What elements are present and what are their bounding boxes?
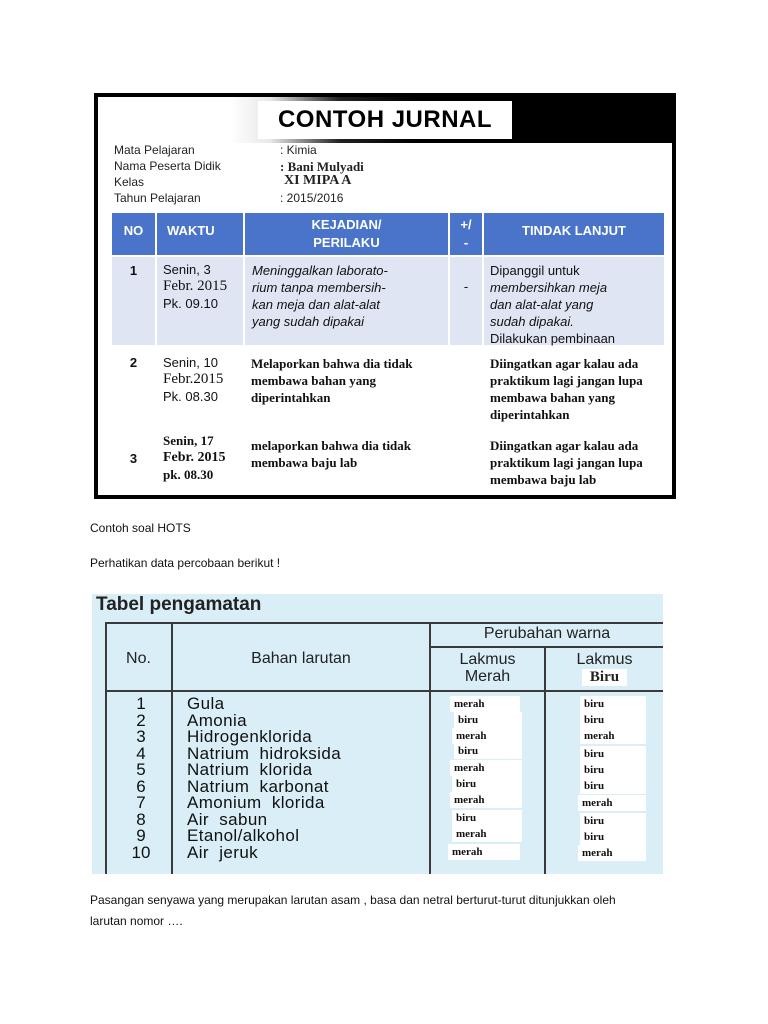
row3-kejadian bbox=[245, 431, 448, 491]
row3-kejadian-line: membawa baju lab bbox=[251, 455, 358, 470]
row3-no: 3 bbox=[129, 451, 138, 466]
row2-plus-minus bbox=[450, 351, 482, 425]
row1-kejadian-line: kan meja dan alat-alat bbox=[252, 297, 380, 312]
header-pm-line1: +/ bbox=[460, 217, 472, 232]
info-label: Nama Peserta Didik bbox=[114, 159, 221, 173]
row1-tindak-line: Dipanggil untuk bbox=[490, 263, 580, 278]
row3-waktu-line: Senin, 17 bbox=[163, 433, 214, 448]
biru-result: merah bbox=[578, 795, 646, 811]
info-value: : Bani Mulyadi bbox=[280, 159, 364, 174]
no-cell: 10 bbox=[131, 842, 151, 862]
header-kejadian-line1: KEJADIAN/ bbox=[311, 217, 382, 232]
row3-tindak-line: praktikum lagi jangan lupa bbox=[490, 455, 643, 470]
no-cell: 4 bbox=[136, 743, 146, 763]
row1-kejadian-line: rium tanpa membersih- bbox=[252, 280, 386, 295]
info-value: XI MIPA A bbox=[284, 173, 352, 188]
tabel-title: Tabel pengamatan bbox=[96, 594, 262, 615]
bahan-cell: Natrium karbonat bbox=[187, 776, 329, 796]
row3-tindak bbox=[484, 431, 668, 491]
row1-tindak-line: sudah dipakai. bbox=[490, 314, 574, 329]
row3-waktu bbox=[157, 431, 243, 491]
bahan-cell: Etanol/alkohol bbox=[187, 826, 300, 845]
header-kejadian bbox=[245, 213, 448, 255]
merah-result: biru bbox=[452, 776, 522, 792]
header-lakmus-biru-line1: Lakmus bbox=[576, 651, 633, 668]
row2-waktu-line: Pk. 08.30 bbox=[163, 389, 218, 404]
row1-tindak bbox=[484, 257, 664, 345]
no-cell: 9 bbox=[136, 826, 146, 845]
bahan-column bbox=[187, 696, 341, 861]
header-lakmus-biru bbox=[546, 651, 663, 686]
bahan-cell: Natrium hidroksida bbox=[187, 743, 342, 763]
no-cell: 6 bbox=[136, 776, 146, 796]
biru-result: biru bbox=[580, 712, 646, 728]
biru-result: biru bbox=[580, 829, 646, 845]
row3-kejadian-line: melaporkan bahwa dia tidak bbox=[251, 438, 412, 453]
merah-result: merah bbox=[452, 826, 522, 842]
row1-waktu bbox=[157, 257, 243, 345]
row1-plus-minus: - bbox=[450, 257, 482, 345]
row3-plus-minus bbox=[450, 431, 482, 491]
row2-tindak-line: membawa bahan yang bbox=[490, 390, 615, 405]
row1-waktu-line: Senin, 3 bbox=[163, 262, 211, 277]
jurnal-title-bar bbox=[98, 97, 672, 143]
row2-waktu-line: Febr.2015 bbox=[163, 371, 224, 387]
biru-result: biru bbox=[580, 696, 646, 712]
row2-waktu bbox=[157, 351, 243, 425]
header-no: No. bbox=[126, 650, 151, 667]
row1-tindak-line: membersihkan meja bbox=[490, 280, 608, 295]
row3-tindak-line: membawa baju lab bbox=[490, 472, 597, 487]
bahan-cell: Amonia bbox=[187, 710, 248, 730]
merah-result: merah bbox=[450, 696, 520, 712]
jurnal-title: CONTOH JURNAL bbox=[277, 106, 493, 133]
header-lakmus-merah-line2: Merah bbox=[464, 668, 511, 685]
merah-result: merah bbox=[452, 728, 522, 744]
biru-result: biru bbox=[580, 746, 646, 762]
row1-tindak-line: Dilakukan pembinaan bbox=[490, 331, 616, 346]
info-value: : Kimia bbox=[280, 143, 317, 157]
row1-kejadian-line: yang sudah dipakai bbox=[252, 314, 365, 329]
row2-tindak-line: Diingatkan agar kalau ada bbox=[490, 356, 639, 371]
bahan-cell: Air sabun bbox=[187, 809, 268, 829]
biru-result: merah bbox=[578, 845, 646, 861]
bahan-cell: Air jeruk bbox=[187, 842, 259, 862]
row1-waktu-line: Pk. 09.10 bbox=[163, 296, 218, 311]
merah-result: biru bbox=[452, 810, 522, 826]
grid-line-header-bottom bbox=[105, 690, 663, 692]
header-perubahan: Perubahan warna bbox=[483, 625, 611, 642]
row3-waktu-line: pk. 08.30 bbox=[163, 467, 214, 482]
pertanyaan-line1: Pasangan senyawa yang merupakan larutan asam , basa dan netral berturut-turut ditunjukkan oleh bbox=[90, 893, 616, 907]
row2-tindak bbox=[484, 351, 668, 425]
pertanyaan-line2: larutan nomor …. bbox=[90, 914, 183, 928]
row2-tindak-line: diperintahkan bbox=[490, 407, 570, 422]
bahan-cell: Amonium klorida bbox=[187, 793, 325, 812]
row1-waktu-line: Febr. 2015 bbox=[163, 278, 228, 294]
no-cell: 8 bbox=[136, 809, 146, 829]
header-lakmus-biru-line2: Biru bbox=[582, 669, 627, 686]
biru-result: biru bbox=[580, 813, 646, 829]
no-column bbox=[116, 696, 166, 861]
bahan-cell: Hidrogenklorida bbox=[187, 727, 313, 746]
info-label: Mata Pelajaran bbox=[114, 143, 195, 157]
info-label: Kelas bbox=[114, 175, 145, 189]
jurnal-figure bbox=[94, 93, 676, 499]
header-plus-minus bbox=[450, 213, 482, 255]
row2-kejadian-line: membawa bahan yang bbox=[251, 373, 376, 388]
row1-kejadian-line: Meninggalkan laborato- bbox=[252, 263, 388, 278]
no-cell: 2 bbox=[136, 710, 146, 730]
header-waktu: WAKTU bbox=[157, 213, 243, 255]
info-value: : 2015/2016 bbox=[280, 191, 344, 205]
jurnal-content bbox=[98, 97, 672, 495]
header-lakmus-merah bbox=[431, 651, 544, 685]
row1-no: 1 bbox=[112, 257, 155, 345]
header-lakmus-merah-line1: Lakmus bbox=[459, 651, 516, 668]
row2-no: 2 bbox=[129, 355, 138, 370]
merah-result: merah bbox=[448, 844, 520, 860]
info-label: Tahun Pelajaran bbox=[114, 191, 201, 205]
row1-tindak-line: dan alat-alat yang bbox=[490, 297, 594, 312]
row1-kejadian bbox=[245, 257, 448, 345]
header-no: NO bbox=[112, 213, 155, 255]
row2-kejadian bbox=[245, 351, 448, 425]
biru-result: biru bbox=[580, 778, 646, 794]
header-tindak-lanjut: TINDAK LANJUT bbox=[484, 213, 664, 255]
row2-kejadian-line: Melaporkan bahwa dia tidak bbox=[251, 356, 413, 371]
header-kejadian-line2: PERILAKU bbox=[313, 235, 380, 250]
header-bahan: Bahan larutan bbox=[251, 650, 351, 667]
merah-result: biru bbox=[454, 712, 522, 728]
bahan-cell: Gula bbox=[187, 694, 225, 713]
contoh-soal-heading: Contoh soal HOTS bbox=[90, 521, 191, 535]
row3-waktu-line: Febr. 2015 bbox=[163, 450, 226, 465]
grid-line-top bbox=[105, 622, 663, 624]
row2-tindak-line: praktikum lagi jangan lupa bbox=[490, 373, 643, 388]
no-cell: 1 bbox=[136, 694, 146, 713]
grid-line-sub bbox=[429, 646, 663, 648]
row3-tindak-line: Diingatkan agar kalau ada bbox=[490, 438, 639, 453]
no-cell: 7 bbox=[136, 793, 146, 812]
biru-result: biru bbox=[580, 762, 646, 778]
perhatikan-text: Perhatikan data percobaan berikut ! bbox=[90, 556, 281, 570]
merah-result: merah bbox=[450, 792, 522, 808]
row2-waktu-line: Senin, 10 bbox=[163, 355, 218, 370]
no-cell: 3 bbox=[136, 727, 146, 746]
bahan-cell: Natrium klorida bbox=[187, 760, 313, 779]
no-cell: 5 bbox=[136, 760, 146, 779]
merah-result: biru bbox=[454, 743, 522, 759]
merah-result: merah bbox=[450, 760, 522, 776]
header-pm-line2: - bbox=[463, 235, 469, 250]
row2-kejadian-line: diperintahkan bbox=[251, 390, 331, 405]
tabel-pengamatan-figure bbox=[92, 594, 663, 874]
biru-result: merah bbox=[580, 728, 646, 744]
